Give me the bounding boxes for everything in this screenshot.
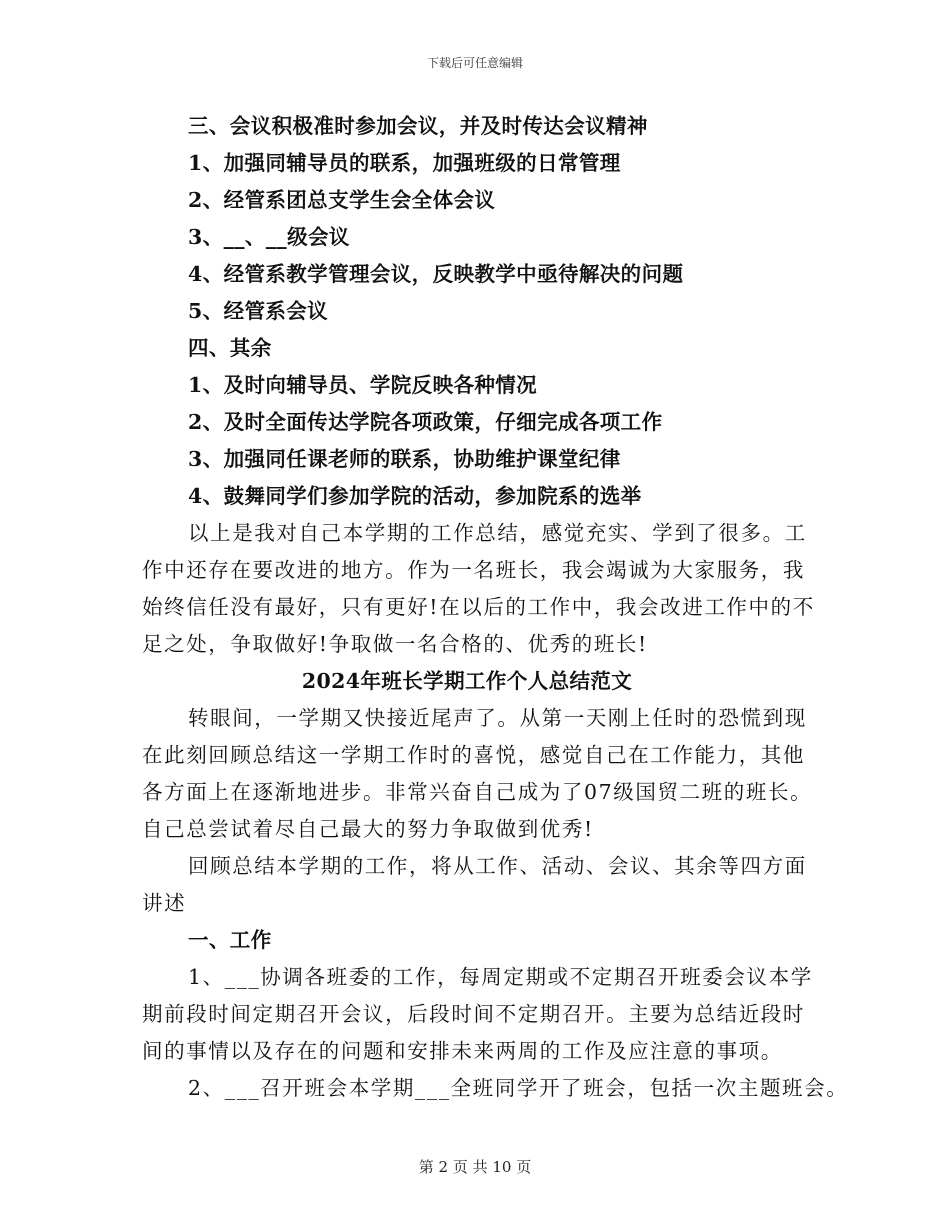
list-item: 3、__、__级会议 <box>188 225 350 249</box>
paragraph-line: 间的事情以及存在的问题和安排未来两周的工作及应注意的事项。 <box>142 1039 783 1063</box>
article-title: 2024年班长学期工作个人总结范文 <box>301 669 633 693</box>
list-item: 3、加强同任课老师的联系，协助维护课堂纪律 <box>188 447 621 471</box>
paragraph-line: 讲述 <box>142 891 187 915</box>
list-item: 2、及时全面传达学院各项政策，仔细完成各项工作 <box>188 410 663 434</box>
meeting-list <box>142 108 832 515</box>
list-item: 2、经管系团总支学生会全体会议 <box>188 188 496 212</box>
list-heading-meetings: 三、会议积极准时参加会议，并及时传达会议精神 <box>188 114 648 138</box>
list-item: 1、及时向辅导员、学院反映各种情况 <box>188 373 538 397</box>
summary-paragraph <box>142 515 832 663</box>
review-paragraph <box>142 848 832 922</box>
paragraph-line: 各方面上在逐渐地进步。非常兴奋自己成为了07级国贸二班的班长。 <box>142 780 813 804</box>
paragraph-line: 以上是我对自己本学期的工作总结，感觉充实、学到了很多。工 <box>188 521 807 545</box>
paragraph-line: 2、___召开班会本学期___全班同学开了班会，包括一次主题班会。 <box>188 1076 849 1100</box>
page-header: 下载后可任意编辑 <box>426 56 523 70</box>
intro-paragraph <box>142 700 832 848</box>
list-item: 5、经管系会议 <box>188 299 329 323</box>
page-footer: 第 2 页 共 10 页 <box>418 1158 532 1176</box>
paragraph-line: 1、___协调各班委的工作，每周定期或不定期召开班委会议本学 <box>188 965 813 989</box>
work-item-2 <box>142 1070 849 1107</box>
paragraph-line: 作中还存在要改进的地方。作为一名班长，我会竭诚为大家服务，我 <box>142 558 805 582</box>
paragraph-line: 转眼间，一学期又快接近尾声了。从第一天刚上任时的恐慌到现 <box>188 706 807 730</box>
paragraph-line: 期前段时间定期召开会议，后段时间不定期召开。主要为总结近段时 <box>142 1002 805 1026</box>
work-item-1 <box>142 959 832 1070</box>
paragraph-line: 自己总尝试着尽自己最大的努力争取做到优秀! <box>142 817 594 841</box>
list-item: 4、经管系教学管理会议，反映教学中亟待解决的问题 <box>188 262 684 286</box>
section-heading: 一、工作 <box>188 928 272 952</box>
list-item: 4、鼓舞同学们参加学院的活动，参加院系的选举 <box>188 484 642 508</box>
document-body <box>142 108 849 1107</box>
paragraph-line: 回顾总结本学期的工作，将从工作、活动、会议、其余等四方面 <box>188 854 807 878</box>
paragraph-line: 始终信任没有最好，只有更好!在以后的工作中，我会改进工作中的不 <box>142 595 815 619</box>
paragraph-line: 在此刻回顾总结这一学期工作时的喜悦，感觉自己在工作能力，其他 <box>142 743 805 767</box>
list-heading-others: 四、其余 <box>188 336 272 360</box>
list-item: 1、加强同辅导员的联系，加强班级的日常管理 <box>188 151 621 175</box>
paragraph-line: 足之处，争取做好!争取做一名合格的、优秀的班长! <box>142 632 648 656</box>
